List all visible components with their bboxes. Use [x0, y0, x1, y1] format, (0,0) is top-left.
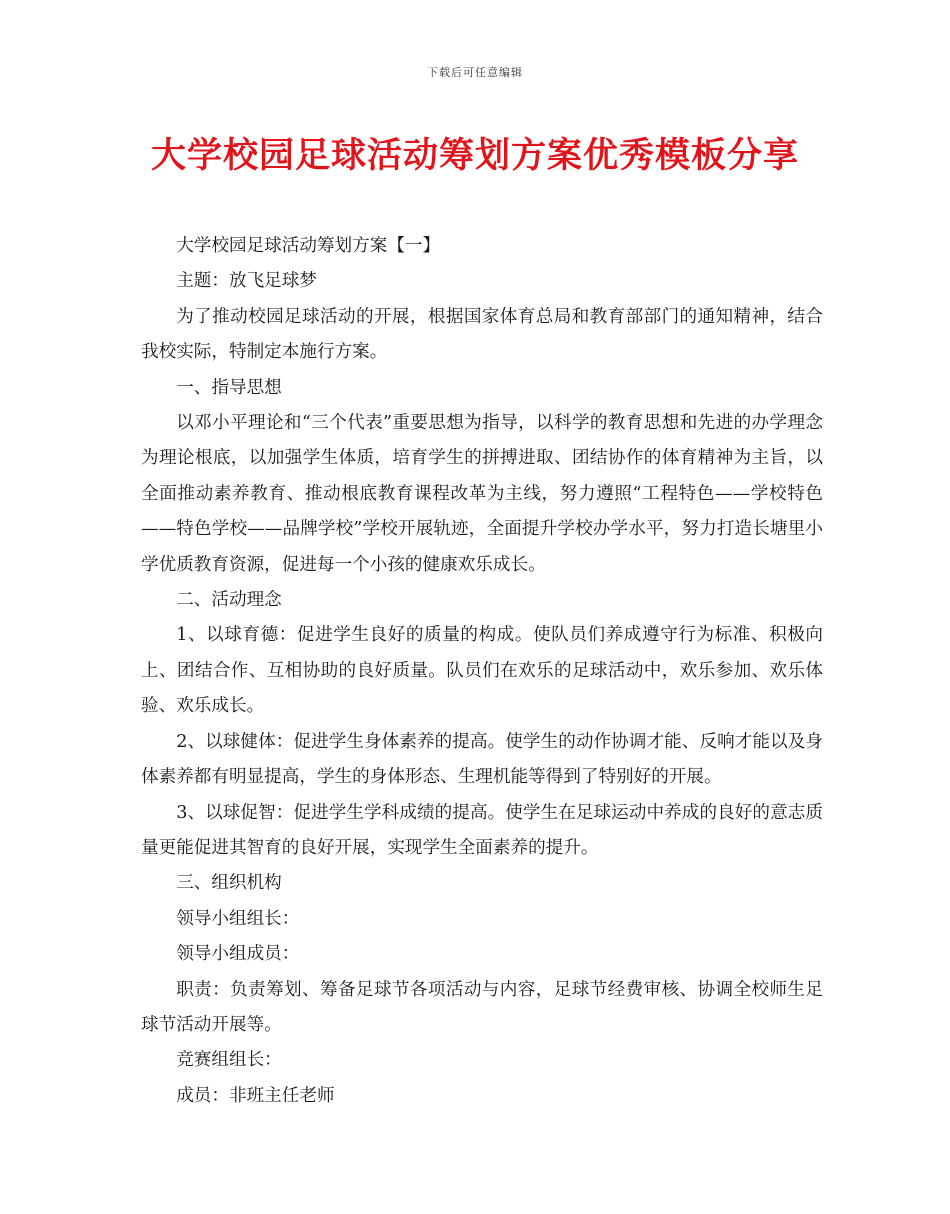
paragraph: 以邓小平理论和“三个代表”重要思想为指导，以科学的教育思想和先进的办学理念为理论根底，以加强学生体质，培育学生的拼搏进取、团结协作的体育精神为主旨，以全面推动素养教育、推动根底教育课程改革为主线，努力遵照“工程特色——学校特色——特色学校——品牌学校”学校开展轨迹，全面提升学校办学水平，努力打造长塘里小学优质教育资源，促进每一个小孩的健康欢乐成长。 — [141, 413, 823, 575]
paragraph: 领导小组组长： — [176, 908, 300, 929]
paragraph: 成员：非班主任老师 — [176, 1085, 335, 1106]
section-heading: 二、活动理念 — [176, 590, 282, 611]
document-body — [141, 229, 823, 1114]
section-heading: 一、指导思想 — [176, 377, 282, 398]
paragraph: 职责：负责筹划、筹备足球节各项活动与内容，足球节经费审核、协调全校师生足球节活动开展等。 — [141, 979, 823, 1035]
paragraph: 2、以球健体：促进学生身体素养的提高。使学生的动作协调才能、反响才能以及身体素养都有明显提高，学生的身体形态、生理机能等得到了特别好的开展。 — [141, 731, 823, 788]
paragraph: 竞赛组组长： — [176, 1050, 282, 1071]
theme-line: 主题：放飞足球梦 — [176, 271, 317, 292]
header-note: 下载后可任意编辑 — [427, 66, 523, 79]
paragraph: 领导小组成员： — [176, 944, 300, 965]
paragraph: 3、以球促智：促进学生学科成绩的提高。使学生在足球运动中养成的良好的意志质量更能促进其智育的良好开展，实现学生全面素养的提升。 — [141, 802, 823, 858]
paragraph: 为了推动校园足球活动的开展，根据国家体育总局和教育部部门的通知精神，结合我校实际，特制定本施行方案。 — [141, 306, 823, 363]
paragraph: 1、以球育德：促进学生良好的质量的构成。使队员们养成遵守行为标准、积极向上、团结合作、互相协助的良好质量。队员们在欢乐的足球活动中，欢乐参加、欢乐体验、欢乐成长。 — [141, 625, 823, 717]
section-heading: 大学校园足球活动筹划方案【一】 — [176, 236, 441, 256]
document-title: 大学校园足球活动筹划方案优秀模板分享 — [150, 135, 799, 176]
section-heading: 三、组织机构 — [176, 873, 282, 894]
